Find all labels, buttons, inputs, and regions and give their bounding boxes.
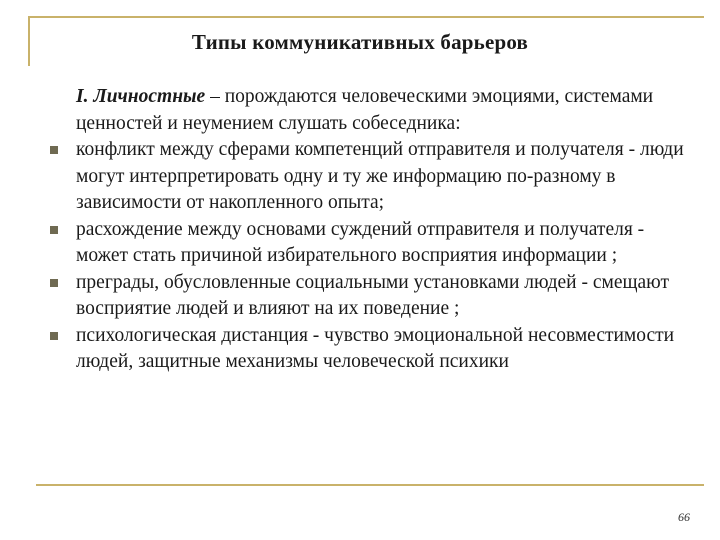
intro-heading: I. Личностные: [76, 86, 206, 107]
square-bullet-icon: [50, 146, 58, 154]
square-bullet-icon: [50, 226, 58, 234]
square-bullet-icon: [50, 279, 58, 287]
intro-paragraph: [76, 84, 696, 137]
page-number: 66: [678, 510, 690, 524]
frame-top-line: [28, 16, 704, 18]
list-item-text: конфликт между сферами компетенций отправителя и получателя - люди могут интерпретировать одну и ту же информацию по-разному в зависимости от накопленного опыта;: [76, 139, 684, 213]
square-bullet-icon: [50, 332, 58, 340]
list-item: [76, 323, 696, 376]
list-item: [76, 217, 696, 270]
intro-text: – порождаются человеческими эмоциями, системами ценностей и неумением слушать собеседника:: [76, 86, 654, 134]
barrier-list: [76, 137, 696, 376]
slide-title: Типы коммуникативных барьеров: [191, 30, 529, 54]
list-item-text: расхождение между основами суждений отправителя и получателя - может стать причиной избирательного восприятия информации ;: [76, 218, 645, 266]
frame-bottom-line: [36, 484, 704, 486]
list-item-text: психологическая дистанция - чувство эмоциональной несовместимости людей, защитные механизмы человеческой психики: [76, 324, 675, 372]
list-item-text: преграды, обусловленные социальными установками людей - смещают восприятие людей и влияют на их поведение ;: [76, 271, 669, 319]
list-item: [76, 137, 696, 217]
list-item: [76, 270, 696, 323]
slide-content: [76, 84, 696, 376]
